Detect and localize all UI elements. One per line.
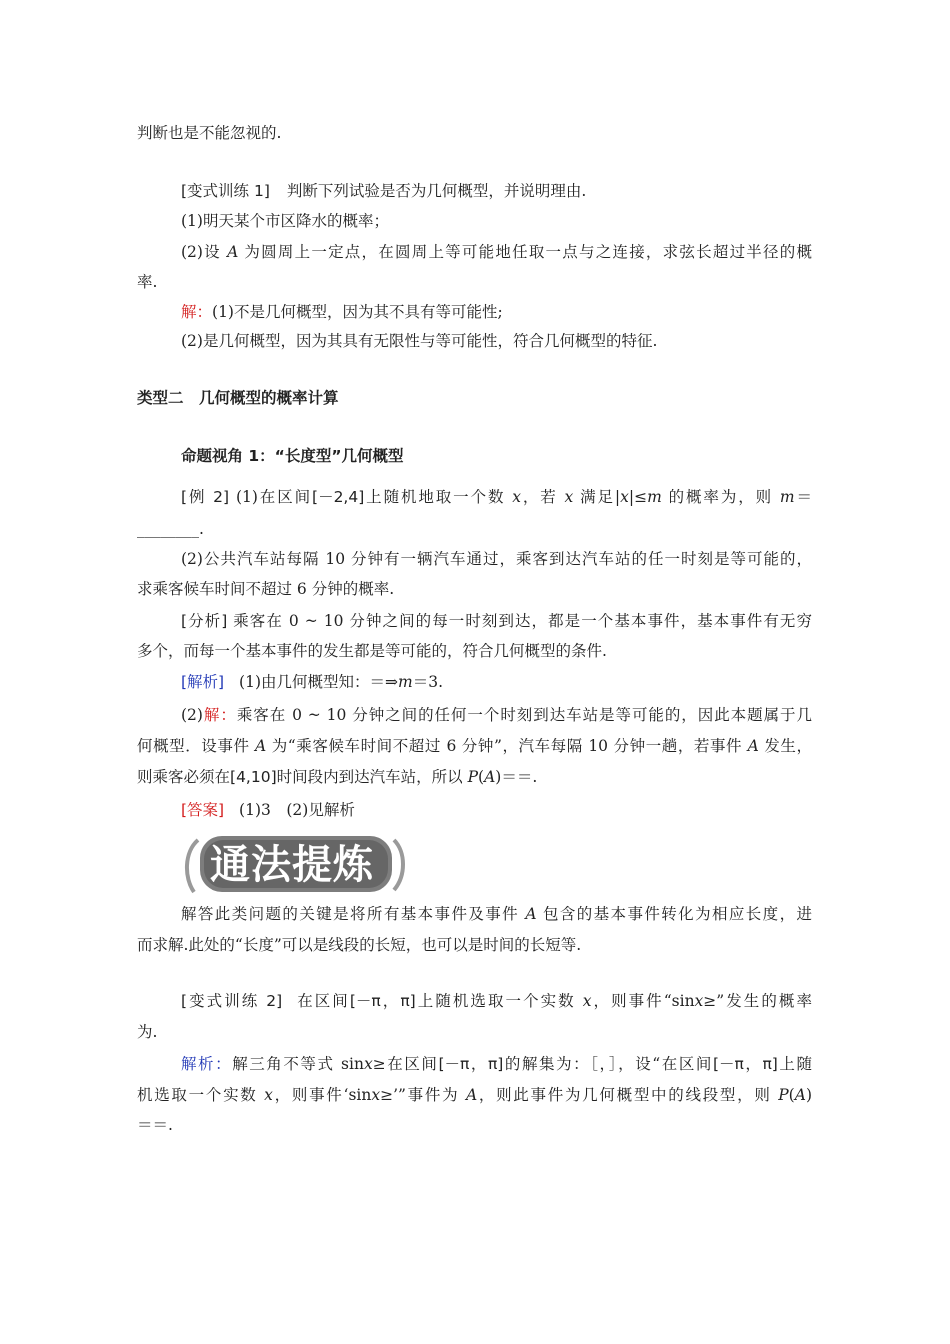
variable: A — [227, 243, 239, 261]
variable: A — [465, 1086, 478, 1104]
text: ，则此事件为几何概型中的线段型，则 — [477, 1086, 779, 1104]
answer-blank — [137, 519, 204, 539]
text: 上随 — [777, 1055, 812, 1073]
example-2-question-1 — [181, 487, 812, 507]
solution-text: (1)不是几何概型，因为其不具有等可能性; — [212, 303, 503, 321]
text: 的概率为，则 — [661, 488, 780, 506]
exercise-2-solution-3 — [137, 1115, 173, 1135]
variable: x — [564, 488, 574, 506]
text: 为. — [137, 1023, 158, 1041]
text: ＝ — [794, 488, 812, 506]
exercise-2-question-cont — [137, 1022, 157, 1042]
variable: x — [371, 1086, 381, 1104]
solution-label: 解： — [181, 303, 213, 321]
subsection-heading — [181, 446, 404, 466]
text: 解三角不等式 sin — [232, 1055, 364, 1073]
text: 则乘客必须在 — [137, 768, 231, 786]
text: 多个，而每一个基本事件的发生都是等可能的，符合几何概型的条件. — [137, 642, 607, 660]
interval: [－2,4] — [312, 488, 365, 506]
answer-tag: [答案] — [181, 801, 225, 819]
text: 为“乘客候车时间不超过 6 分钟”，汽车每隔 10 分钟一趟，若事件 — [266, 737, 748, 755]
text: 发生， — [758, 737, 812, 755]
text: ，则事件“sin — [591, 992, 695, 1010]
exercise-1-solution-2 — [181, 331, 657, 351]
exercise-1-item-2 — [181, 242, 812, 262]
text: (2)公共汽车站每隔 10 分钟有一辆汽车通过，乘客到达汽车站的任一时刻是等可能的， — [181, 550, 812, 568]
variable: m — [647, 488, 662, 506]
text: 解答此类问题的关键是将所有基本事件及事件 — [181, 905, 526, 923]
interval: [4,10] — [230, 768, 277, 786]
exercise-1-solution-1 — [181, 302, 503, 322]
example-2-question-2-cont — [137, 579, 394, 599]
text: ，则事件‘sin — [272, 1086, 372, 1104]
text: 何概型．设事件 — [137, 737, 256, 755]
variable: x — [620, 488, 629, 506]
exercise-1-question — [181, 181, 586, 201]
solution-line-3 — [137, 736, 812, 756]
badge-text: 通法提炼 — [210, 842, 374, 888]
text: ≥”发生的概率 — [703, 992, 812, 1010]
variable: A — [525, 905, 537, 923]
blank: ________. — [137, 520, 204, 538]
variable: x — [582, 992, 592, 1010]
analysis-tag: [分析] — [181, 612, 228, 630]
text: 满足| — [573, 488, 621, 506]
text: ≥’”事件为 — [380, 1086, 466, 1104]
variable: x — [512, 488, 521, 506]
text: 乘客在 0 ~ 10 分钟之间的任何一个时刻到达车站是等可能的，因此本题属于几 — [236, 706, 812, 724]
variable: A — [747, 737, 759, 755]
text: ≥在区间 — [372, 1055, 439, 1073]
text: 上随机地取一个数 — [364, 488, 513, 506]
text: 在区间 — [297, 992, 350, 1010]
variable: P — [467, 768, 478, 786]
text: 乘客在 0 ~ 10 分钟之间的每一时刻到达，都是一个基本事件，基本事件有无穷 — [233, 612, 812, 630]
exercise-2-question — [181, 991, 812, 1011]
method-line-1 — [181, 904, 812, 924]
text: 为圆周上一定点，在圆周上等可能地任取一点与之连接，求弦长超过半径的概 — [238, 243, 812, 261]
question-text: 判断下列试验是否为几何概型，并说明理由. — [286, 182, 587, 200]
variable: m — [779, 488, 795, 506]
variable: A — [255, 737, 267, 755]
solution-label: 解析： — [181, 1055, 233, 1073]
item-text: (1)明天某个市区降水的概率； — [181, 212, 389, 230]
example-2-question-2 — [181, 549, 812, 569]
answer-line — [181, 800, 355, 820]
text: ( — [788, 1086, 795, 1104]
text: ( — [478, 768, 485, 786]
variable: A — [794, 1086, 806, 1104]
solution-text: (2)是几何概型，因为其具有无限性与等可能性，符合几何概型的特征. — [181, 332, 658, 350]
text: 时间段内到达汽车站，所以 — [276, 768, 468, 786]
heading-text: 命题视角 1：“长度型”几何概型 — [181, 447, 404, 465]
interval: [－π，π] — [349, 992, 416, 1010]
heading-text: 类型二 几何概型的概率计算 — [137, 389, 339, 407]
example-tag: [例 2] — [181, 488, 230, 506]
text: (1)由几何概型知：＝⇒ — [239, 673, 398, 691]
variable: x — [363, 1055, 373, 1073]
variable: A — [484, 768, 496, 786]
text: 而求解.此处的“长度”可以是线段的长短，也可以是时间的长短等. — [137, 936, 582, 954]
text: (2)设 — [181, 243, 228, 261]
section-heading — [137, 388, 339, 408]
solution-line-4 — [137, 767, 537, 787]
analysis-line-1 — [181, 611, 812, 631]
text: )＝＝. — [495, 768, 538, 786]
text: ＝＝. — [137, 1116, 173, 1134]
variable: P — [778, 1086, 789, 1104]
solution-label: 解： — [202, 706, 237, 724]
text: (2) — [181, 706, 203, 724]
method-summary-badge — [180, 830, 408, 900]
analysis-line-2 — [137, 641, 607, 661]
exercise-1-item-2-cont — [137, 272, 157, 292]
text: |≤ — [628, 488, 648, 506]
variable: m — [398, 673, 413, 691]
solution-line-1 — [181, 672, 443, 692]
text: 求乘客候车时间不超过 6 分钟的概率. — [137, 580, 395, 598]
text: 判断也是不能忽视的. — [137, 124, 282, 142]
text: 包含的基本事件转化为相应长度，进 — [536, 905, 812, 923]
paragraph-line — [137, 123, 281, 143]
variable: x — [264, 1086, 273, 1104]
text: 的解集为：［，］，设“在区间 — [503, 1055, 713, 1073]
text: ＝3. — [412, 673, 443, 691]
exercise-1-item-1 — [181, 211, 389, 231]
variable: x — [694, 992, 704, 1010]
exercise-2-solution-1 — [181, 1054, 812, 1074]
method-line-2 — [137, 935, 581, 955]
exercise-2-solution-2 — [137, 1085, 812, 1105]
text: ) — [805, 1086, 812, 1104]
exercise-tag: [变式训练 2] — [181, 992, 283, 1010]
solution-tag: [解析] — [181, 673, 225, 691]
interval: [－π，π] — [712, 1055, 778, 1073]
text: 机选取一个实数 — [137, 1086, 265, 1104]
text: ，若 — [520, 488, 565, 506]
text: 率. — [137, 273, 158, 291]
interval: [－π，π] — [438, 1055, 504, 1073]
exercise-tag: [变式训练 1] — [181, 182, 270, 200]
text: 上随机选取一个实数 — [415, 992, 583, 1010]
answer-text: (1)3 (2)见解析 — [239, 801, 355, 819]
solution-line-2 — [181, 705, 812, 725]
text: (1)在区间 — [235, 488, 313, 506]
